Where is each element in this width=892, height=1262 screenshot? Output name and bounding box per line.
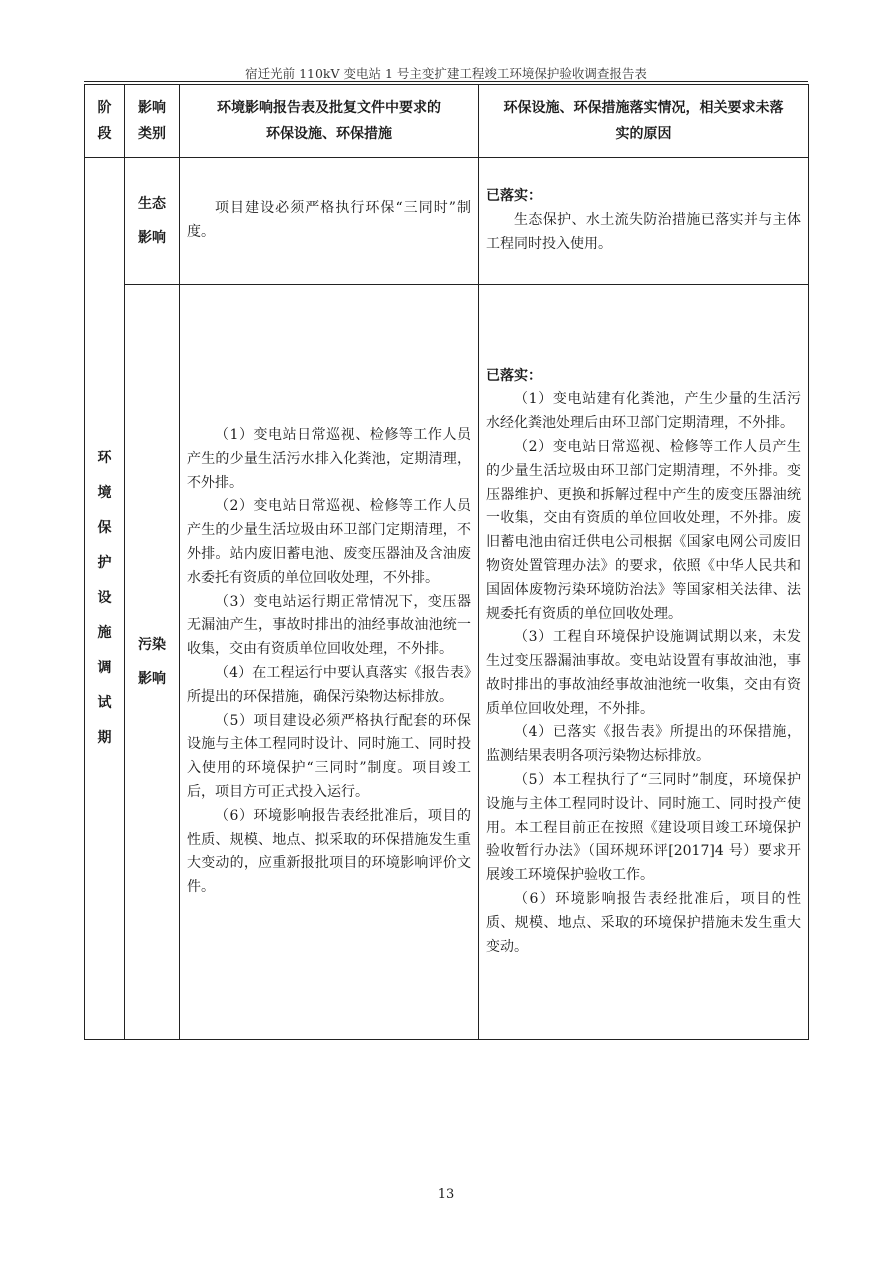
header-requirements <box>180 85 479 158</box>
requirement-item: （5）项目建设必须严格执行配套的环保设施与主体工程同时设计、同时施工、同时投入使用的环境保护“三同时”制度。项目竣工后，项目方可正式投入运行。 <box>187 712 471 800</box>
category-pollution-line-1: 污染 <box>138 637 166 653</box>
requirements-pollution <box>180 285 479 1040</box>
stage-char: 保 <box>97 520 112 536</box>
header-category <box>125 85 180 158</box>
page-number: 13 <box>437 1187 455 1202</box>
header-rule <box>84 81 808 82</box>
category-ecology <box>125 158 180 285</box>
stage-char: 环 <box>97 450 112 466</box>
stage-char: 设 <box>97 590 112 606</box>
requirement-item: （4）在工程运行中要认真落实《报告表》所提出的环保措施，确保污染物达标排放。 <box>187 665 471 705</box>
header-stage-line-2: 段 <box>97 126 112 142</box>
category-ecology-line-1: 生态 <box>138 196 166 212</box>
stage-char: 境 <box>97 485 112 501</box>
implementation-item: （5）本工程执行了“三同时”制度，环境保护设施与主体工程同时设计、同时施工、同时投产使用。本工程目前正在按照《建设项目竣工环境保护验收暂行办法》（国环规环评[2017]4 号）要求开展竣工环境保护验收工作。 <box>486 772 801 884</box>
category-pollution-line-2: 影响 <box>138 671 166 687</box>
category-ecology-line-2: 影响 <box>138 230 166 246</box>
header-implementation-line-2: 实的原因 <box>615 126 672 142</box>
running-header: 宿迁光前 110kV 变电站 1 号主变扩建工程竣工环境保护验收调查报告表 <box>245 66 647 81</box>
implementation-item: （3）工程自环境保护设施调试期以来，未发生过变压器漏油事故。变电站设置有事故油池，事故时排出的事故油经事故油池统一收集，交由有资质单位回收处理，不外排。 <box>486 629 801 717</box>
stage-char: 护 <box>97 555 112 571</box>
header-implementation-line-1: 环保设施、环保措施落实情况，相关要求未落 <box>503 100 784 116</box>
requirements-ecology <box>180 158 479 285</box>
implementation-item: 生态保护、水土流失防治措施已落实并与主体工程同时投入使用。 <box>486 212 801 252</box>
table-header-row <box>85 85 809 158</box>
stage-char: 施 <box>97 625 112 641</box>
header-implementation <box>479 85 809 158</box>
implementation-item: （1）变电站建有化粪池，产生少量的生活污水经化粪池处理后由环卫部门定期清理，不外排。 <box>486 391 801 432</box>
stage-char: 调 <box>97 660 112 676</box>
implementation-ecology <box>479 158 809 285</box>
header-category-line-1: 影响 <box>138 100 166 116</box>
requirement-item: （3）变电站运行期正常情况下，变压器无漏油产生，事故时排出的油经事故油池统一收集，交由有资质单位回收处理，不外排。 <box>187 593 471 658</box>
requirement-item: （6）环境影响报告表经批准后，项目的性质、规模、地点、拟采取的环保措施发生重大变动的，应重新报批项目的环境影响评价文件。 <box>187 807 471 896</box>
stage-label <box>85 158 125 1040</box>
requirement-item: （1）变电站日常巡视、检修等工作人员产生的少量生活污水排入化粪池，定期清理，不外排。 <box>187 427 471 491</box>
header-requirements-line-2: 环保设施、环保措施 <box>266 126 392 142</box>
report-table <box>84 84 809 1040</box>
header-stage <box>85 85 125 158</box>
requirement-item: 项目建设必须严格执行环保“三同时”制度。 <box>187 200 471 240</box>
implementation-item: （4）已落实《报告表》所提出的环保措施，监测结果表明各项污染物达标排放。 <box>486 724 801 765</box>
requirement-item: （2）变电站日常巡视、检修等工作人员产生的少量生活垃圾由环卫部门定期清理，不外排。站内废旧蓄电池、废变压器油及含油废水委托有资质的单位回收处理，不外排。 <box>187 498 471 586</box>
header-category-line-2: 类别 <box>138 126 166 142</box>
category-pollution <box>125 285 180 1040</box>
implemented-label: 已落实： <box>486 367 542 384</box>
table-row-ecology <box>85 158 809 285</box>
stage-char: 期 <box>97 730 112 746</box>
header-requirements-line-1: 环境影响报告表及批复文件中要求的 <box>217 100 441 116</box>
implementation-item: （6）环境影响报告表经批准后，项目的性质、规模、地点、采取的环境保护措施未发生重大变动。 <box>486 891 801 955</box>
implemented-label: 已落实： <box>486 188 542 205</box>
implementation-pollution <box>479 285 809 1040</box>
stage-char: 试 <box>97 695 112 711</box>
table-row-pollution <box>85 285 809 1040</box>
implementation-item: （2）变电站日常巡视、检修等工作人员产生的少量生活垃圾由环卫部门定期清理，不外排。变压器维护、更换和拆解过程中产生的废变压器油统一收集，交由有资质的单位回收处理，不外排。废旧蓄电池由宿迁供电公司根据《国家电网公司废旧物资处置管理办法》的要求，依照《中华人民共和国固体废物污染环境防治法》等国家相关法律、法规委托有资质的单位回收处理。 <box>486 438 801 622</box>
header-stage-line-1: 阶 <box>97 100 112 116</box>
